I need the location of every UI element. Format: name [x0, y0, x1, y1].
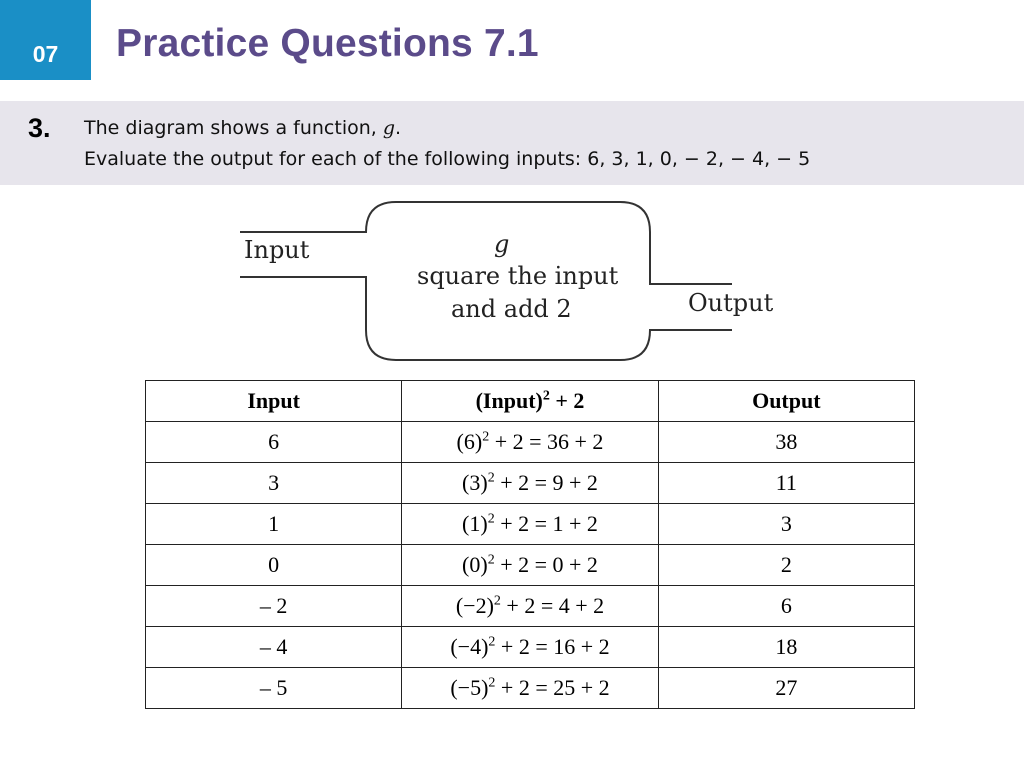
- chapter-number: 07: [32, 41, 59, 67]
- question-band: [0, 101, 1024, 185]
- cell-input: – 4: [146, 627, 402, 668]
- diagram-input-label: Input: [244, 236, 310, 264]
- question-line-1-suffix: .: [395, 117, 402, 139]
- cell-expression-tail: + 2 = 16 + 2: [495, 634, 610, 659]
- cell-output: 38: [658, 422, 914, 463]
- table-row: [146, 668, 915, 709]
- page-title: Practice Questions 7.1: [116, 22, 539, 65]
- cell-expression-base: (1): [462, 511, 488, 536]
- question-line-1: [84, 117, 401, 139]
- cell-expression-exponent: 2: [482, 429, 490, 445]
- header-expression-exponent: 2: [542, 388, 550, 404]
- cell-expression-tail: + 2 = 36 + 2: [489, 429, 604, 454]
- cell-expression-base: (3): [462, 470, 488, 495]
- header-input: Input: [146, 381, 402, 422]
- diagram-rule-line-2: and add 2: [451, 295, 572, 323]
- header-output: Output: [658, 381, 914, 422]
- header-expression-base: (Input): [475, 388, 543, 413]
- cell-expression-base: (−4): [450, 634, 489, 659]
- header-expression-tail: + 2: [549, 388, 585, 413]
- table-row: [146, 463, 915, 504]
- question-line-1-prefix: The diagram shows a function,: [84, 117, 383, 139]
- cell-expression: [402, 504, 658, 545]
- table-row: [146, 627, 915, 668]
- cell-expression-base: (6): [456, 429, 483, 454]
- cell-expression: [402, 627, 658, 668]
- cell-expression-exponent: 2: [487, 552, 495, 568]
- function-machine-diagram: [230, 196, 790, 368]
- chapter-badge: [0, 0, 91, 80]
- cell-expression-tail: + 2 = 25 + 2: [495, 675, 610, 700]
- header-expression: [402, 381, 658, 422]
- cell-input: 0: [146, 545, 402, 586]
- cell-output: 2: [658, 545, 914, 586]
- table-row: [146, 545, 915, 586]
- cell-expression: [402, 668, 658, 709]
- question-number: 3.: [28, 113, 51, 143]
- cell-output: 27: [658, 668, 914, 709]
- table-row: [146, 422, 915, 463]
- table-row: [146, 504, 915, 545]
- cell-expression: [402, 545, 658, 586]
- cell-output: 3: [658, 504, 914, 545]
- input-output-table: [145, 380, 915, 709]
- cell-expression-base: (−2): [455, 593, 494, 618]
- cell-expression: [402, 422, 658, 463]
- cell-expression-exponent: 2: [488, 675, 496, 691]
- cell-output: 6: [658, 586, 914, 627]
- cell-input: 1: [146, 504, 402, 545]
- cell-expression-exponent: 2: [488, 634, 496, 650]
- cell-expression: [402, 586, 658, 627]
- table-row: [146, 586, 915, 627]
- diagram-output-label: Output: [688, 289, 774, 317]
- cell-output: 11: [658, 463, 914, 504]
- cell-expression-exponent: 2: [493, 593, 501, 609]
- cell-expression-base: (0): [462, 552, 488, 577]
- cell-input: 6: [146, 422, 402, 463]
- diagram-rule-line-1: square the input: [417, 262, 619, 290]
- cell-expression-tail: + 2 = 1 + 2: [494, 511, 598, 536]
- question-function-name: g: [382, 117, 396, 139]
- question-line-2: Evaluate the output for each of the following inputs: 6, 3, 1, 0, − 2, − 4, − 5: [84, 148, 811, 170]
- cell-input: 3: [146, 463, 402, 504]
- cell-input: – 5: [146, 668, 402, 709]
- cell-expression-exponent: 2: [487, 470, 495, 486]
- cell-input: – 2: [146, 586, 402, 627]
- cell-expression-base: (−5): [450, 675, 489, 700]
- table-header-row: [146, 381, 915, 422]
- cell-expression-tail: + 2 = 9 + 2: [494, 470, 598, 495]
- diagram-function-name: g: [494, 230, 510, 258]
- cell-expression-tail: + 2 = 4 + 2: [500, 593, 605, 618]
- cell-expression-exponent: 2: [487, 511, 495, 527]
- cell-expression: [402, 463, 658, 504]
- cell-output: 18: [658, 627, 914, 668]
- cell-expression-tail: + 2 = 0 + 2: [494, 552, 598, 577]
